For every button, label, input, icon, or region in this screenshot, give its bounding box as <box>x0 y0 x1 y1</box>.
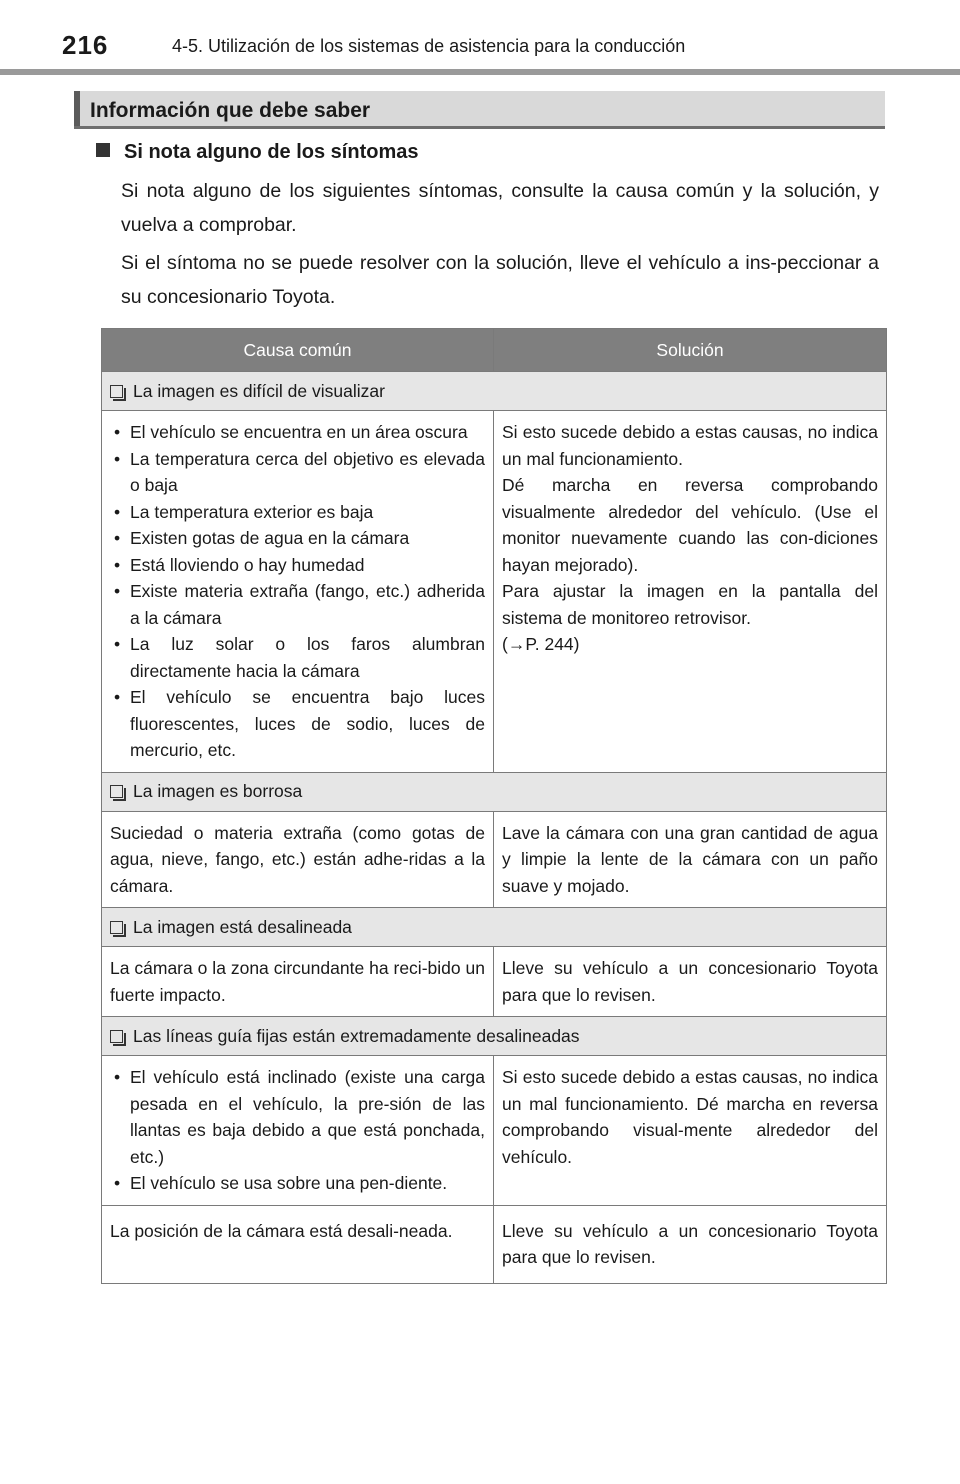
section-title: Información que debe saber <box>90 99 371 122</box>
intro-paragraph: Si nota alguno de los siguientes síntomas, consulte la causa común y la solución, y vuelva a comprobar. <box>121 180 879 236</box>
page-header <box>0 0 960 80</box>
chapter-title: 4-5. Utilización de los sistemas de asistencia para la conducción <box>172 36 686 56</box>
table-row <box>102 811 887 908</box>
category-label: La imagen es difícil de visualizar <box>133 380 385 401</box>
list-item: • La temperatura exterior es baja <box>110 499 485 526</box>
solution-text: Para ajustar la imagen en la pantalla del sistema de monitoreo retrovisor. <box>502 581 878 628</box>
banner-accent-bar <box>74 91 80 126</box>
list-item: • Está lloviendo o hay humedad <box>110 552 485 579</box>
header-solution: Solución <box>494 329 887 372</box>
table-row <box>102 411 887 773</box>
cause-cell: La posición de la cámara está desali-neada. <box>102 1205 494 1283</box>
cause-cell: La cámara o la zona circundante ha reci-bido un fuerte impacto. <box>102 947 494 1017</box>
list-item: • Existen gotas de agua en la cámara <box>110 525 485 552</box>
checkbox-icon <box>110 785 123 798</box>
header-cause: Causa común <box>102 329 494 372</box>
solution-cell <box>494 411 887 773</box>
cause-cell: Suciedad o materia extraña (como gotas de agua, nieve, fango, etc.) están adhe-ridas a la cámara. <box>102 811 494 908</box>
cause-cell <box>102 1056 494 1206</box>
list-item: • La temperatura cerca del objetivo es elevada o baja <box>110 446 485 499</box>
table-row <box>102 947 887 1017</box>
category-row <box>102 772 887 811</box>
solution-cell: Si esto sucede debido a estas causas, no indica un mal funcionamiento. Dé marcha en reversa comprobando visual-mente alrededor del vehículo. <box>494 1056 887 1206</box>
category-row <box>102 1017 887 1056</box>
category-label: La imagen está desalineada <box>133 916 352 937</box>
list-item: • Existe materia extraña (fango, etc.) adherida a la cámara <box>110 578 485 631</box>
list-item: • El vehículo se encuentra en un área oscura <box>110 419 485 446</box>
list-item: • El vehículo está inclinado (existe una carga pesada en el vehículo, la pre-sión de las llantas es baja debido a que está ponchada, etc.) <box>110 1064 485 1170</box>
page-number: 216 <box>62 30 109 60</box>
category-label: La imagen es borrosa <box>133 781 303 802</box>
list-item: • La luz solar o los faros alumbran directamente hacia la cámara <box>110 631 485 684</box>
category-label: Las líneas guía fijas están extremadamente desalineadas <box>133 1025 580 1046</box>
table-row <box>102 1056 887 1206</box>
list-item: • El vehículo se encuentra bajo luces fluorescentes, luces de sodio, luces de mercurio, etc. <box>110 684 485 764</box>
table-row <box>102 1205 887 1283</box>
list-item: • El vehículo se usa sobre una pen-diente. <box>110 1170 485 1197</box>
solution-text: Dé marcha en reversa comprobando visualmente alrededor del vehículo. (Use el monitor nuevamente cuando las con-diciones hayan mejorado). <box>502 475 878 575</box>
category-row <box>102 372 887 411</box>
checkbox-icon <box>110 1030 123 1043</box>
cause-cell <box>102 411 494 773</box>
page-reference: (→P. 244) <box>502 634 580 654</box>
solution-cell: Lleve su vehículo a un concesionario Toyota para que lo revisen. <box>494 947 887 1017</box>
solution-cell: Lleve su vehículo a un concesionario Toyota para que lo revisen. <box>494 1205 887 1283</box>
table-header-row <box>102 329 887 372</box>
section-banner <box>74 91 885 129</box>
category-row <box>102 908 887 947</box>
checkbox-icon <box>110 385 123 398</box>
troubleshooting-table <box>101 328 887 1284</box>
subheading <box>96 141 418 164</box>
dealer-paragraph: Si el síntoma no se puede resolver con la solución, lleve el vehículo a ins-peccionar a su concesionario Toyota. <box>121 252 879 308</box>
solution-cell: Lave la cámara con una gran cantidad de agua y limpie la lente de la cámara con un paño suave y mojado. <box>494 811 887 908</box>
solution-text: Si esto sucede debido a estas causas, no indica un mal funcionamiento. <box>502 422 878 469</box>
checkbox-icon <box>110 921 123 934</box>
header-divider <box>0 69 960 75</box>
square-bullet-icon <box>96 143 110 157</box>
subheading-text: Si nota alguno de los síntomas <box>124 141 419 163</box>
